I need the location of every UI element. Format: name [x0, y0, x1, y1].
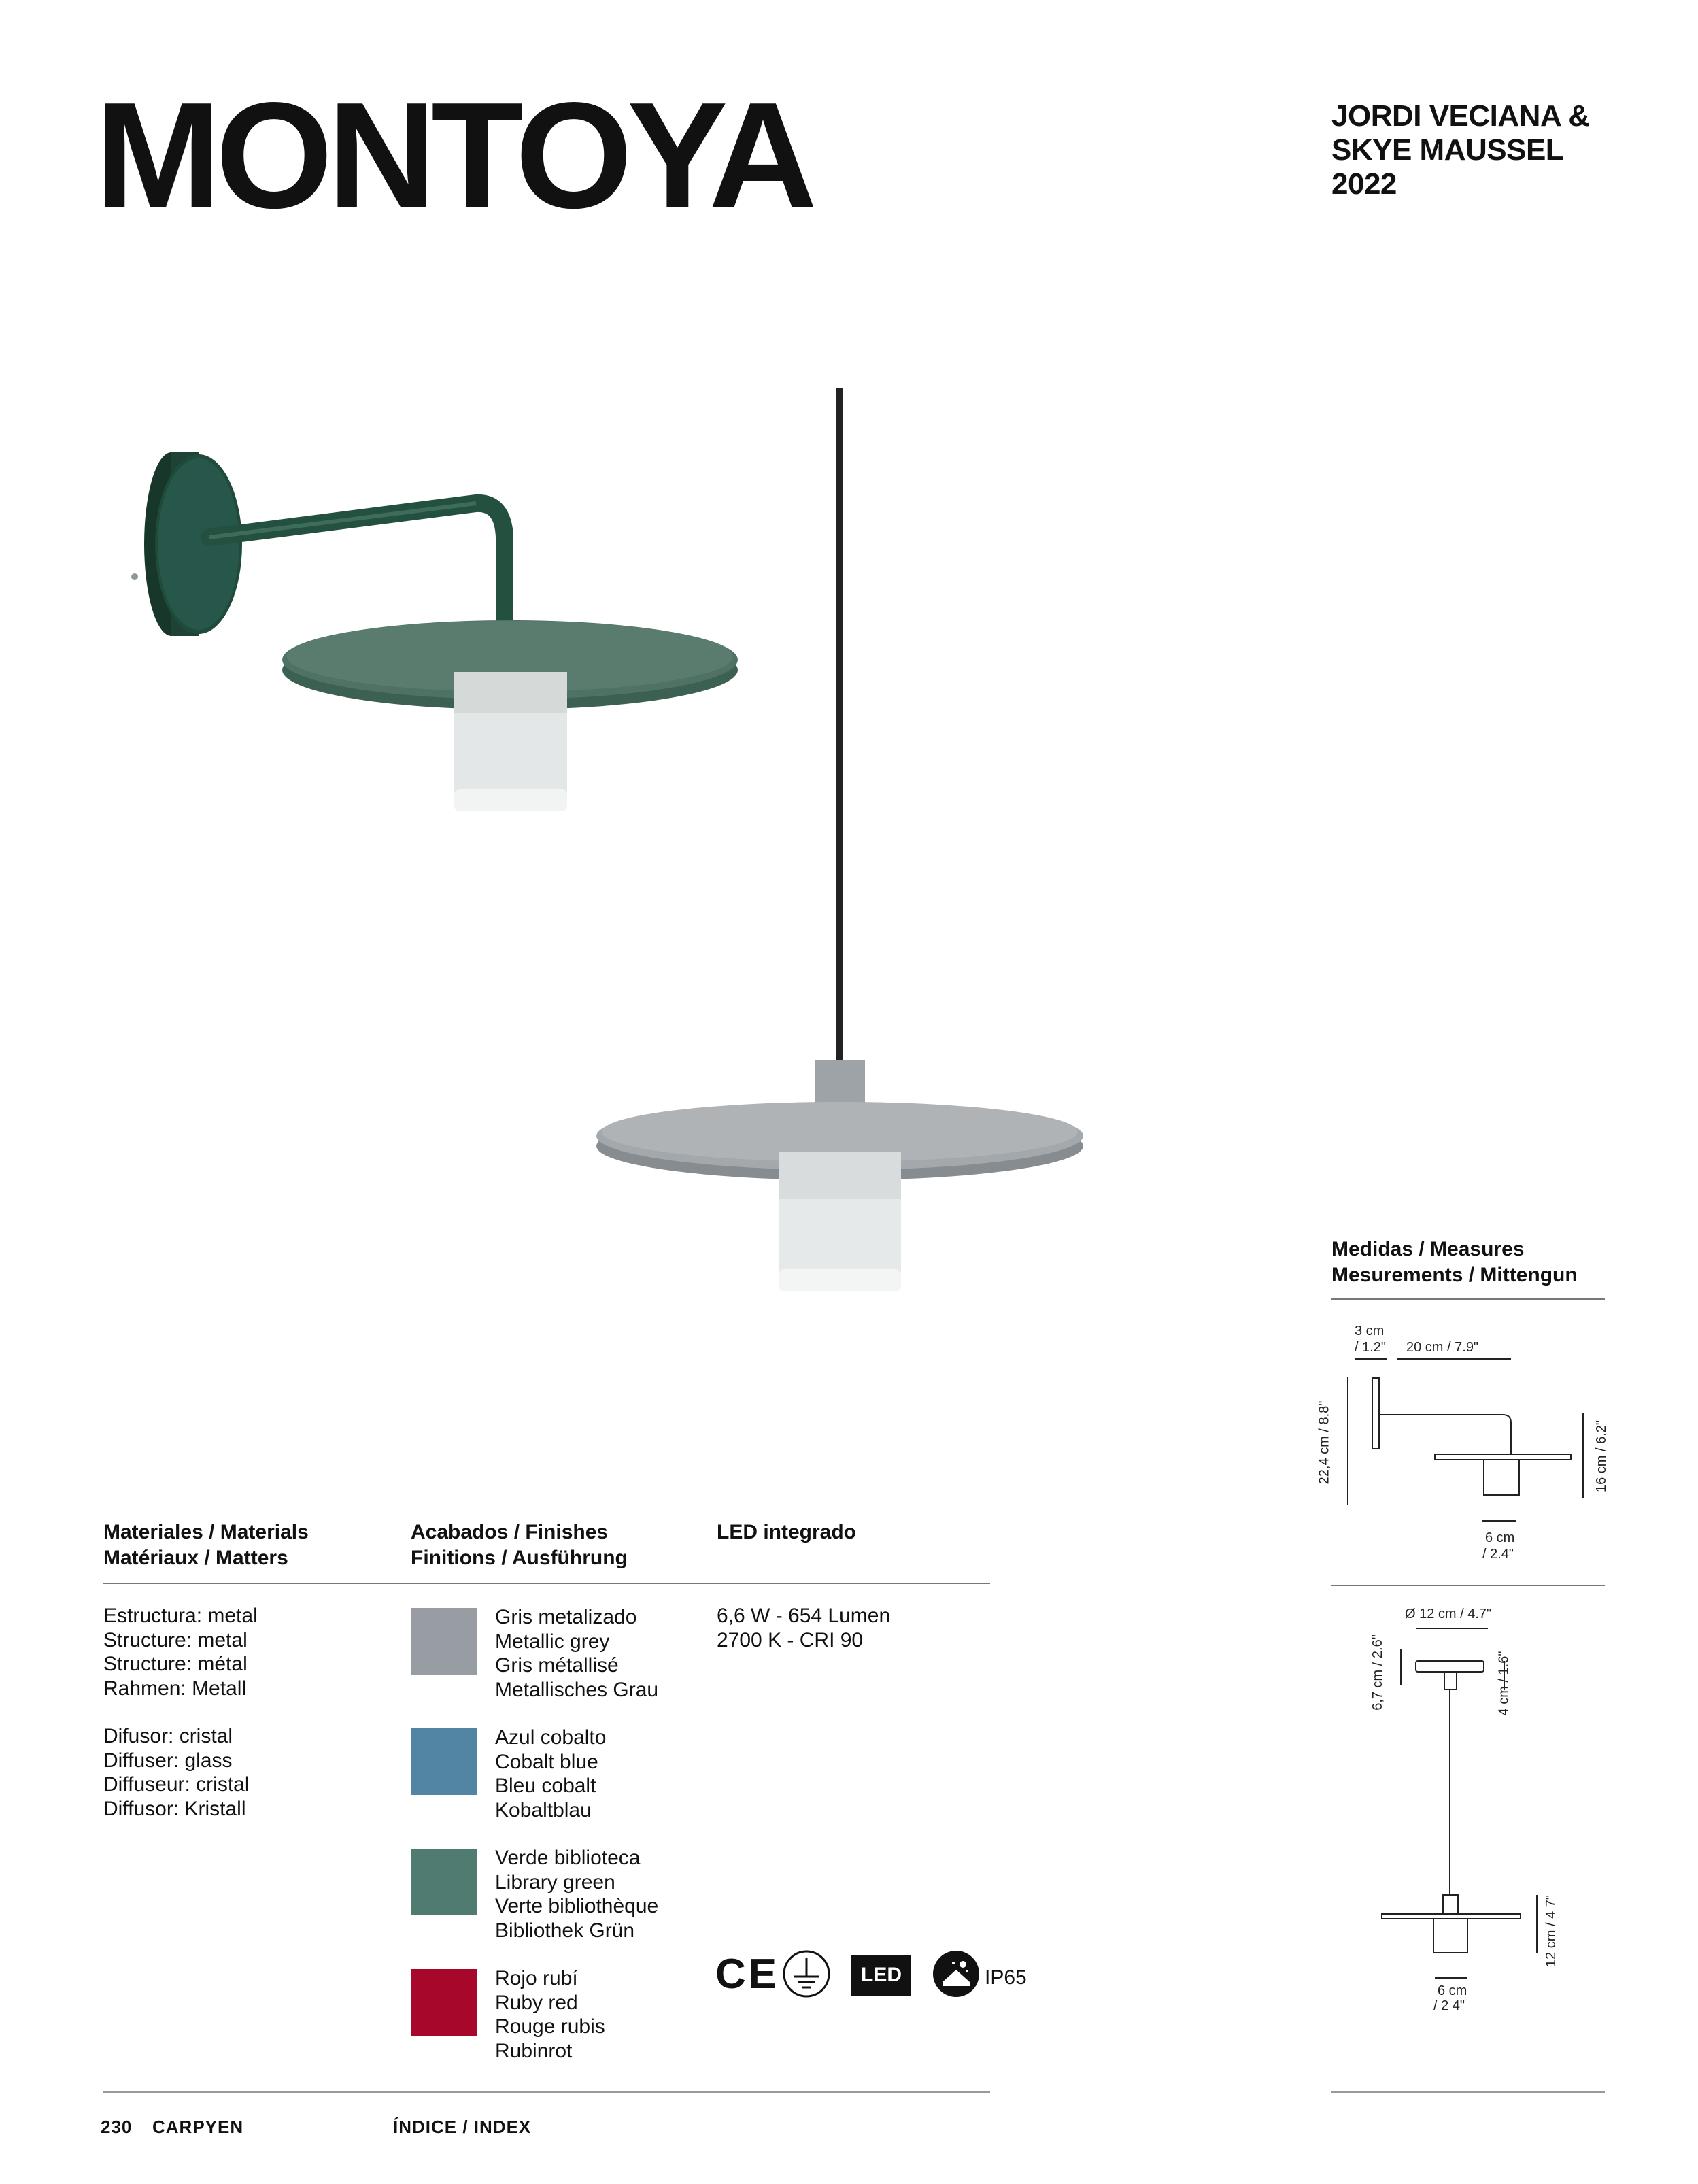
dim-diffuser-width: 6 cm — [1485, 1530, 1515, 1545]
dim-plate-depth-in: / 1.2" — [1355, 1340, 1387, 1355]
index-link[interactable]: ÍNDICE / INDEX — [393, 2117, 532, 2137]
page-number: 230 — [101, 2117, 133, 2137]
measures-heading-line: Medidas / Measures — [1331, 1238, 1525, 1260]
dim-drop-height: 16 cm / 6.2" — [1594, 1419, 1610, 1493]
finish-swatch-green — [411, 1849, 477, 1915]
measures-heading-line: Mesurements / Mittengun — [1331, 1264, 1578, 1286]
finishes-heading — [411, 1519, 628, 1571]
brand-name: CARPYEN — [152, 2117, 244, 2137]
pendant-lamp-image — [592, 388, 1108, 1299]
ip-rating: IP65 — [985, 1966, 1027, 1989]
material-line: Difusor: cristal — [103, 1725, 233, 1747]
designer-credit — [1331, 99, 1590, 201]
dim-head-height: 12 cm / 4 7" — [1544, 1894, 1559, 1968]
material-line: Diffusor: Kristall — [103, 1797, 246, 1820]
led-badge-icon: LED — [851, 1955, 911, 1996]
wall-dimension-drawing — [1317, 1320, 1612, 1578]
material-line: Diffuseur: cristal — [103, 1773, 250, 1796]
material-structure — [103, 1604, 258, 1700]
ce-mark-icon: CE — [715, 1951, 780, 1998]
material-line: Structure: métal — [103, 1653, 248, 1675]
finish-line: Rubinrot — [495, 2039, 573, 2062]
finish-line: Azul cobalto — [495, 1726, 607, 1749]
finish-line: Kobaltblau — [495, 1798, 592, 1821]
measures-divider — [1331, 1298, 1605, 1300]
finish-line: Rojo rubí — [495, 1967, 578, 1989]
dim-head-width-in: / 2 4" — [1433, 1998, 1465, 2013]
finish-line: Bleu cobalt — [495, 1775, 596, 1797]
materials-heading — [103, 1519, 309, 1571]
designer-line: SKYE MAUSSEL — [1331, 133, 1564, 167]
finishes-heading-line: Finitions / Ausführung — [411, 1547, 628, 1569]
finish-line: Cobalt blue — [495, 1750, 598, 1773]
material-diffuser — [103, 1724, 258, 1821]
ground-earth-icon — [782, 1949, 831, 1998]
finish-line: Ruby red — [495, 1991, 578, 2014]
dim-stem-height: 4 cm / 1.6" — [1496, 1651, 1512, 1716]
led-heading: LED integrado — [717, 1521, 857, 1543]
dim-total-height: 22,4 cm / 8.8" — [1317, 1400, 1332, 1485]
outdoor-rain-icon — [932, 1949, 981, 1998]
dim-head-width: 6 cm — [1438, 1983, 1467, 1998]
material-line: Structure: metal — [103, 1628, 248, 1651]
designer-line: JORDI VECIANA & — [1331, 99, 1590, 133]
material-line: Estructura: metal — [103, 1605, 258, 1627]
finish-line: Library green — [495, 1870, 615, 1894]
materials-list — [103, 1604, 258, 1821]
finish-line: Metallisches Grau — [495, 1678, 659, 1701]
measures-heading — [1331, 1237, 1578, 1288]
measures-divider-2 — [1331, 1585, 1605, 1586]
dim-arm-length: 20 cm / 7.9" — [1406, 1340, 1479, 1355]
footer-divider — [103, 2091, 990, 2093]
finish-line: Rouge rubis — [495, 2015, 605, 2038]
finish-line: Verte bibliothèque — [495, 1895, 659, 1917]
materials-heading-line: Matériaux / Matters — [103, 1547, 288, 1569]
led-spec-color: 2700 K - CRI 90 — [717, 1628, 864, 1651]
materials-heading-line: Materiales / Materials — [103, 1521, 309, 1543]
led-spec-power: 6,6 W - 654 Lumen — [717, 1605, 891, 1627]
spec-divider — [103, 1583, 990, 1584]
material-line: Rahmen: Metall — [103, 1677, 247, 1700]
finish-swatch-grey — [411, 1608, 477, 1675]
finish-line: Gris métallisé — [495, 1654, 619, 1677]
finish-swatch-blue — [411, 1728, 477, 1795]
finish-line: Metallic grey — [495, 1630, 610, 1653]
designer-year: 2022 — [1331, 167, 1397, 201]
finishes-heading-line: Acabados / Finishes — [411, 1521, 609, 1543]
led-specs — [717, 1604, 890, 1652]
finish-line: Gris metalizado — [495, 1606, 637, 1628]
finish-line: Verde biblioteca — [495, 1847, 641, 1869]
dim-canopy-diameter: Ø 12 cm / 4.7" — [1405, 1607, 1492, 1622]
footer-divider-right — [1331, 2091, 1605, 2093]
material-line: Diffuser: glass — [103, 1749, 233, 1772]
dim-plate-depth: 3 cm — [1355, 1324, 1385, 1339]
dim-diffuser-width-in: / 2.4" — [1482, 1547, 1514, 1562]
dim-canopy-height: 6,7 cm / 2.6" — [1370, 1634, 1385, 1711]
finish-swatch-red — [411, 1969, 477, 2036]
finish-line: Bibliothek Grün — [495, 1919, 635, 1942]
pendant-dimension-drawing — [1326, 1598, 1612, 2013]
product-title: MONTOYA — [95, 71, 813, 240]
